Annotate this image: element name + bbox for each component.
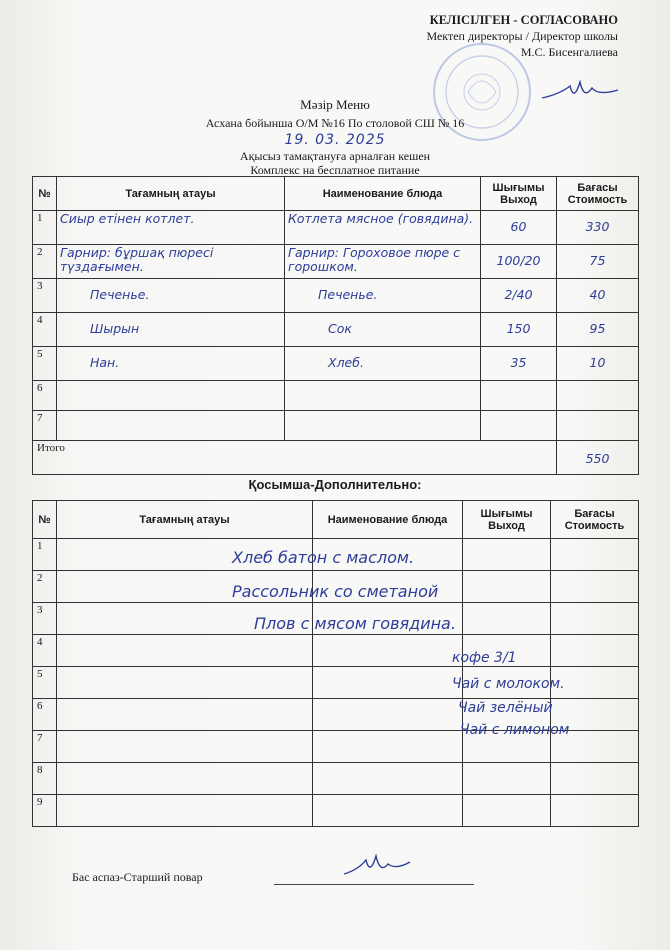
row-number: 7	[33, 411, 57, 441]
dish-ru: Хлеб.	[328, 355, 364, 370]
additional-item: Чай с лимоном	[460, 722, 570, 738]
row-number: 2	[33, 245, 57, 279]
complex-kz: Ақысыз тамақтануға арналған кешен	[239, 149, 431, 163]
col-price: Бағасы Стоимость	[551, 501, 639, 539]
dish-ru: Печенье.	[318, 287, 378, 302]
signature-line	[274, 884, 474, 885]
complex-ru: Комплекс на бесплатное питание	[250, 163, 420, 177]
additional-item: Плов с мясом говядина.	[254, 614, 456, 633]
director-position: Мектеп директоры / Директор школы	[426, 29, 618, 43]
main-menu-table	[32, 176, 639, 475]
additional-item: Чай зелёный	[458, 700, 553, 716]
additional-item: Хлеб батон с маслом.	[232, 548, 415, 567]
row-number: 2	[33, 571, 57, 603]
table-row	[33, 795, 639, 827]
col-name-ru: Наименование блюда	[313, 501, 463, 539]
dish-kz: Печенье.	[90, 287, 150, 302]
row-number: 4	[33, 313, 57, 347]
col-output: Шығымы Выход	[481, 177, 557, 211]
row-number: 7	[33, 731, 57, 763]
col-number: №	[33, 177, 57, 211]
dish-price: 75	[589, 253, 606, 268]
dish-price: 10	[589, 355, 606, 370]
row-number: 1	[33, 211, 57, 245]
row-number: 3	[33, 603, 57, 635]
additional-item: Рассольник со сметаной	[232, 582, 439, 601]
row-number: 9	[33, 795, 57, 827]
table-header-row	[33, 501, 639, 539]
dish-ru: Гарнир: Гороховое пюре с горошком.	[288, 245, 461, 274]
row-number: 5	[33, 667, 57, 699]
dish-output: 100/20	[496, 253, 541, 268]
table-row	[33, 211, 639, 245]
row-number: 8	[33, 763, 57, 795]
dish-kz: Шырын	[90, 321, 140, 336]
col-price: Бағасы Стоимость	[557, 177, 639, 211]
chef-signature-icon	[340, 848, 420, 882]
dish-output: 2/40	[504, 287, 533, 302]
canteen-line: Асхана бойынша О/М №16 По столовой СШ № 16	[205, 116, 465, 130]
additional-title: Қосымша-Дополнительно:	[248, 477, 422, 492]
dish-price: 330	[585, 219, 610, 234]
dish-output: 150	[506, 321, 531, 336]
row-number: 6	[33, 699, 57, 731]
table-row	[33, 279, 639, 313]
approval-stamp-text: КЕЛІСІЛГЕН - СОГЛАСОВАНО	[429, 13, 618, 27]
dish-output: 35	[510, 355, 527, 370]
dish-kz: Гарнир: бұршақ пюресі түздағымен.	[60, 245, 214, 274]
col-name-kz: Тағамның атауы	[57, 177, 285, 211]
row-number: 1	[33, 539, 57, 571]
table-row	[33, 381, 639, 411]
dish-price: 40	[589, 287, 606, 302]
dish-price: 95	[589, 321, 606, 336]
total-label: Итого	[33, 441, 557, 475]
additional-item: Чай с молоком.	[452, 676, 565, 692]
additional-item: кофе 3/1	[452, 650, 517, 666]
col-name-kz: Тағамның атауы	[57, 501, 313, 539]
row-number: 5	[33, 347, 57, 381]
total-value: 550	[585, 451, 610, 466]
dish-ru: Котлета мясное (говядина).	[288, 211, 474, 226]
row-number: 6	[33, 381, 57, 411]
total-row	[33, 441, 639, 475]
table-header-row	[33, 177, 639, 211]
dish-kz: Сиыр етінен котлет.	[60, 211, 195, 226]
handwritten-date: 19. 03. 2025	[284, 132, 386, 148]
chef-label: Бас аспаз-Старший повар	[72, 870, 203, 884]
table-row	[33, 347, 639, 381]
table-row	[33, 245, 639, 279]
col-name-ru: Наименование блюда	[285, 177, 481, 211]
row-number: 3	[33, 279, 57, 313]
table-row	[33, 313, 639, 347]
table-row	[33, 635, 639, 667]
dish-output: 60	[510, 219, 527, 234]
table-row	[33, 411, 639, 441]
col-number: №	[33, 501, 57, 539]
dish-ru: Сок	[328, 321, 352, 336]
col-output: Шығымы Выход	[463, 501, 551, 539]
table-row	[33, 763, 639, 795]
dish-kz: Нан.	[90, 355, 120, 370]
menu-title: Мәзір Меню	[300, 97, 370, 112]
row-number: 4	[33, 635, 57, 667]
director-name: М.С. Бисенгалиева	[520, 45, 618, 59]
